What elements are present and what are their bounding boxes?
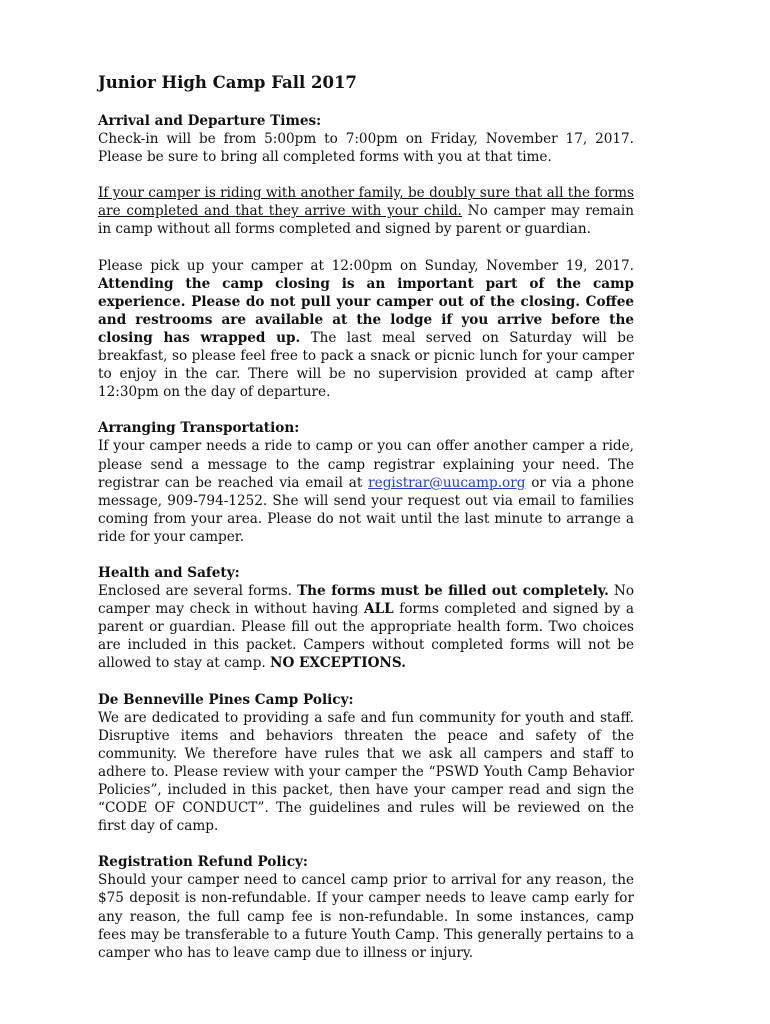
document-title: Junior High Camp Fall 2017 [98,73,357,92]
policy-paragraph: We are dedicated to providing a safe and fun community for youth and staff. Disruptive items and behaviors threaten the peace and safety of the community. We therefore have rules that we ask all campers and staff to adhere to. Please review with your camper the “PSWD Youth Camp Behavior Policies”, included in this packet, then have your camper read and sign the “CODE OF CONDUCT”. The guidelines and rules will be reviewed on the first day of camp. [98,709,634,835]
health-bold-all: ALL [364,601,394,618]
transport-heading: Arranging Transportation: [98,420,300,437]
transport-paragraph [98,437,634,546]
refund-paragraph: Should your camper need to cancel camp prior to arrival for any reason, the $75 deposit is non-refundable. If your camper needs to leave camp early for any reason, the full camp fee is non-refundable. In some instances, camp fees may be transferable to a future Youth Camp. This generally pertains to a camper who has to leave camp due to illness or injury. [98,872,634,961]
policy-heading: De Benneville Pines Camp Policy: [98,691,354,708]
health-bold-1: The forms must be filled out completely. [297,583,609,600]
health-no-exceptions: NO EXCEPTIONS. [270,655,406,672]
transport-text-2: or via a phone message, 909-794-1252. She will send your request out via email to families coming from your area. Please do not wait until the last minute to arrange a ride for your camper. [98,474,634,545]
health-section [98,564,634,673]
health-heading: Health and Safety: [98,564,240,581]
health-paragraph [98,582,634,672]
health-text-1: Enclosed are several forms. [98,583,298,600]
arrival-heading: Arrival and Departure Times: [98,113,322,129]
arrival-forms-paragraph [98,184,634,238]
pickup-end: The last meal served on Saturday will be breakfast, so please feel free to pack a snack or picnic lunch for your camper to enjoy in the car. There will be no supervision provided at camp after 12:30pm on the day of departure. [98,329,634,401]
pickup-section [98,257,634,402]
health-text-3: forms completed and signed by a parent or guardian. Please fill out the appropriate health form. Two choices are included in this packet. Campers without completed forms will not be allowed to stay at camp. [98,601,634,672]
forms-warning-rest: No camper may remain in camp without all forms completed and signed by parent or guardian. [98,203,634,238]
policy-section [98,691,634,836]
refund-section [98,853,634,962]
pickup-paragraph [98,257,634,402]
forms-warning-underlined: If your camper is riding with another family, be doubly sure that all the forms are completed and that they arrive with your child. [98,185,634,220]
transport-section [98,419,634,546]
arrival-forms-section [98,184,634,238]
arrival-section [98,112,634,166]
refund-heading: Registration Refund Policy: [98,854,308,871]
registrar-email-link[interactable]: registrar@uucamp.org [368,474,526,491]
arrival-checkin-paragraph: Check-in will be from 5:00pm to 7:00pm on Friday, November 17, 2017. Please be sure to bring all completed forms with you at that time. [98,131,634,166]
pickup-bold-notice: Attending the camp closing is an important part of the camp experience. Please do not pull your camper out of the closing. Coffee and restrooms are available at the lodge if you arrive before the closing has wrapped up. [98,275,634,346]
health-text-2: No camper may check in without having [98,583,635,618]
pickup-start: Please pick up your camper at 12:00pm on Sunday, November 19, 2017. [98,257,634,274]
transport-text-1: If your camper needs a ride to camp or you can offer another camper a ride, please send a message to the camp registrar explaining your need. The registrar can be reached via email at [98,438,634,491]
